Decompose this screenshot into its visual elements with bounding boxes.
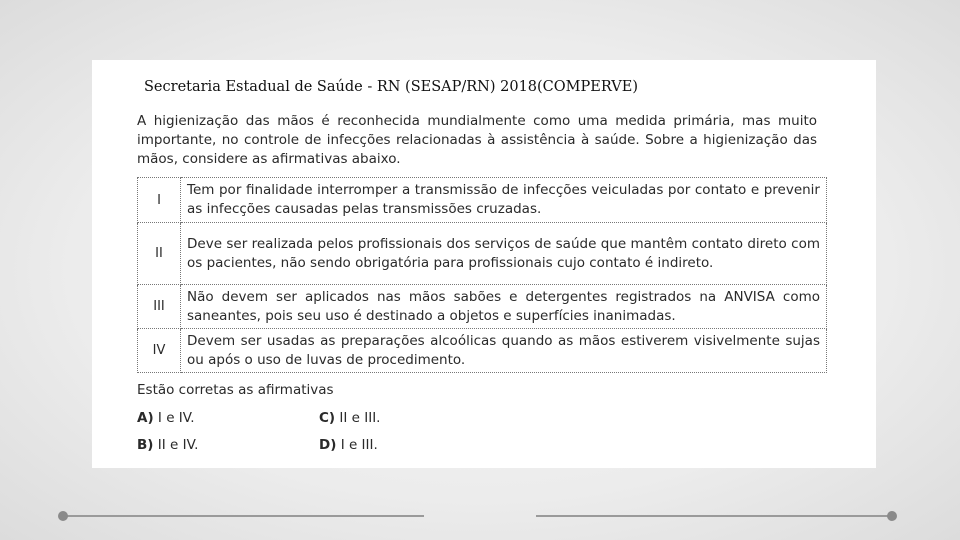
question-card — [92, 60, 876, 468]
statement-number: III — [138, 285, 181, 329]
table-row — [138, 329, 827, 373]
statement-text: Não devem ser aplicados nas mãos sabões e detergentes registrados na ANVISA como saneantes, pois seu uso é destinado a objetos e superfícies inanimadas. — [181, 285, 827, 329]
exam-heading: Secretaria Estadual de Saúde - RN (SESAP/RN) 2018(COMPERVE) — [144, 79, 638, 95]
option-text: I e IV. — [157, 410, 195, 426]
option-text: I e III. — [340, 437, 378, 453]
statement-number: II — [138, 223, 181, 285]
option-letter: B) — [137, 437, 154, 453]
question-prompt: Estão corretas as afirmativas — [137, 382, 334, 398]
statements-table — [137, 177, 827, 373]
option-text: II e IV. — [157, 437, 199, 453]
statement-text: Devem ser usadas as preparações alcoólicas quando as mãos estiverem visivelmente sujas ou após o uso de luvas de procedimento. — [181, 329, 827, 373]
option-letter: A) — [137, 410, 154, 426]
option-a[interactable] — [137, 410, 195, 426]
option-d[interactable] — [319, 437, 378, 453]
decorative-line-left — [64, 515, 424, 517]
decorative-dot-right — [887, 511, 897, 521]
statement-text: Tem por finalidade interromper a transmissão de infecções veiculadas por contato e prevenir as infecções causadas pelas transmissões cruzadas. — [181, 178, 827, 223]
option-letter: C) — [319, 410, 336, 426]
table-row — [138, 223, 827, 285]
statement-number: I — [138, 178, 181, 223]
table-row — [138, 178, 827, 223]
decorative-line-right — [536, 515, 892, 517]
option-letter: D) — [319, 437, 337, 453]
question-intro: A higienização das mãos é reconhecida mundialmente como uma medida primária, mas muito importante, no controle de infecções relacionadas à assistência à saúde. Sobre a higienização das mãos, considere as afirmativas abaixo. — [137, 113, 817, 167]
option-b[interactable] — [137, 437, 198, 453]
table-row — [138, 285, 827, 329]
option-c[interactable] — [319, 410, 380, 426]
option-text: II e III. — [339, 410, 381, 426]
statement-number: IV — [138, 329, 181, 373]
statement-text: Deve ser realizada pelos profissionais dos serviços de saúde que mantêm contato direto com os pacientes, não sendo obrigatória para profissionais cujo contato é indireto. — [181, 223, 827, 285]
decorative-dot-left — [58, 511, 68, 521]
